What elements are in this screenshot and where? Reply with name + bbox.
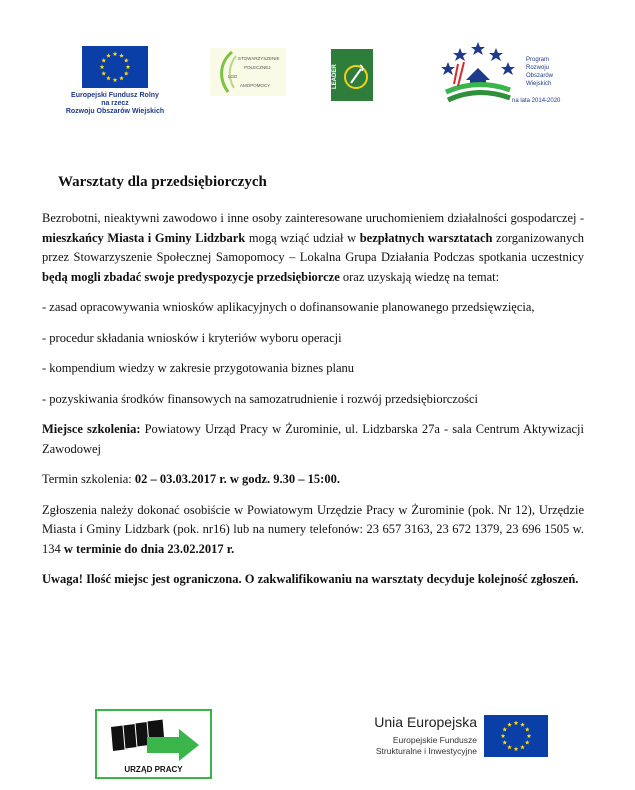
eu-title: Unia Europejska bbox=[374, 714, 477, 730]
location-label: Miejsce szkolenia: bbox=[42, 422, 141, 436]
leader-logo bbox=[331, 49, 373, 101]
prow-caption-2: Rozwoju bbox=[526, 65, 550, 71]
topic-item: - kompendium wiedzy w zakresie przygotowania biznes planu bbox=[42, 361, 355, 375]
intro-bold-residents: mieszkańcy Miasta i Gminy Lidzbark bbox=[42, 230, 246, 245]
term-paragraph bbox=[42, 470, 584, 490]
registration-deadline: w terminie do dnia 23.02.2017 r. bbox=[63, 541, 235, 556]
urzad-pracy-label: URZĄD PRACY bbox=[124, 765, 183, 774]
eu-flag-icon bbox=[484, 715, 548, 757]
intro-text-4: oraz uzyskają wiedzę na temat: bbox=[339, 269, 500, 284]
eafrd-caption-3: Rozwoju Obszarów Wiejskich bbox=[65, 108, 165, 115]
notice-text: Uwaga! Ilość miejsc jest ograniczona. O zakwalifikowaniu na warsztaty decyduje kolejność zgłoszeń. bbox=[42, 572, 579, 586]
eu-subtitle-1: Europejskie Fundusze bbox=[392, 735, 477, 745]
eu-funds-text bbox=[362, 714, 477, 757]
urzad-pracy-emblem-icon bbox=[97, 713, 210, 767]
prow-caption-3: Obszarów bbox=[526, 73, 554, 79]
intro-text-3: zorganizowanych przez Stowarzyszenie Społecznej Samopomocy – Lokalna Grupa Działania Podczas spotkania uczestnicy bbox=[42, 230, 584, 264]
term-label: Termin szkolenia: bbox=[42, 472, 135, 486]
eafrd-caption-2: na rzecz bbox=[101, 100, 129, 107]
prow-logo bbox=[438, 40, 588, 112]
intro-bold-free-workshops: bezpłatnych warsztatach bbox=[359, 230, 493, 245]
document-body bbox=[42, 209, 584, 590]
intro-text-2: mogą wziąć udział w bbox=[245, 230, 360, 245]
prow-caption-1: Program bbox=[526, 57, 550, 63]
lgd-text-2: POŁECZNEJ bbox=[244, 65, 271, 70]
registration-text: Zgłoszenia należy dokonać osobiście w Powiatowym Urzędzie Pracy w Żurominie (pok. Nr 12), Urzędzie Miasta i Gminy Lidzbark (pok. nr16) lub na numery telefonów: 23 657 3163, 23 672 1379, 23 696 1505 w. 134 bbox=[42, 502, 584, 556]
location-text: Powiatowy Urząd Pracy w Żurominie, ul. Lidzbarska 27a - sala Centrum Aktywizacji Zawodowej bbox=[42, 422, 584, 456]
leader-text: LEADER bbox=[332, 64, 338, 89]
eafrd-caption-1: Europejski Fundusz Rolny bbox=[71, 92, 159, 99]
lgd-text-4: AMOPOMOCY bbox=[240, 83, 271, 88]
eu-subtitle-2: Strukturalne i Inwestycyjne bbox=[375, 746, 477, 756]
registration-paragraph bbox=[42, 501, 584, 560]
eu-flag-footer bbox=[484, 715, 548, 762]
page-title: Warsztaty dla przedsiębiorczych bbox=[58, 174, 267, 190]
topic-item: - zasad opracowywania wniosków aplikacyjnych o dofinansowanie planowanego przedsięwzięcia, bbox=[42, 300, 535, 314]
term-value: 02 – 03.03.2017 r. w godz. 9.30 – 15:00. bbox=[134, 472, 340, 486]
eu-flag-icon bbox=[82, 46, 148, 88]
intro-bold-predispositions: będą mogli zbadać swoje predyspozycje przedsiębiorcze bbox=[42, 269, 340, 284]
lgd-text-3: LGD bbox=[228, 74, 238, 79]
eafrd-logo bbox=[60, 46, 170, 118]
prow-emblem-icon bbox=[438, 40, 518, 110]
notice-paragraph bbox=[42, 570, 584, 590]
urzad-pracy-logo bbox=[95, 709, 212, 779]
lgd-logo bbox=[210, 48, 286, 96]
location-paragraph bbox=[42, 420, 584, 459]
lgd-text-1: STOWARZYSZENIE bbox=[238, 56, 280, 61]
topic-item: - procedur składania wniosków i kryteriów wyboru operacji bbox=[42, 330, 342, 345]
intro-text-1: Bezrobotni, nieaktywni zawodowo i inne osoby zainteresowane uruchomieniem działalności gospodarczej - bbox=[42, 211, 584, 225]
topic-item: - pozyskiwania środków finansowych na samozatrudnienie i rozwój przedsiębiorczości bbox=[42, 391, 478, 406]
prow-caption-4: Wiejskich bbox=[526, 81, 552, 87]
intro-paragraph bbox=[42, 209, 584, 287]
prow-years: na lata 2014-2020 bbox=[512, 98, 561, 104]
